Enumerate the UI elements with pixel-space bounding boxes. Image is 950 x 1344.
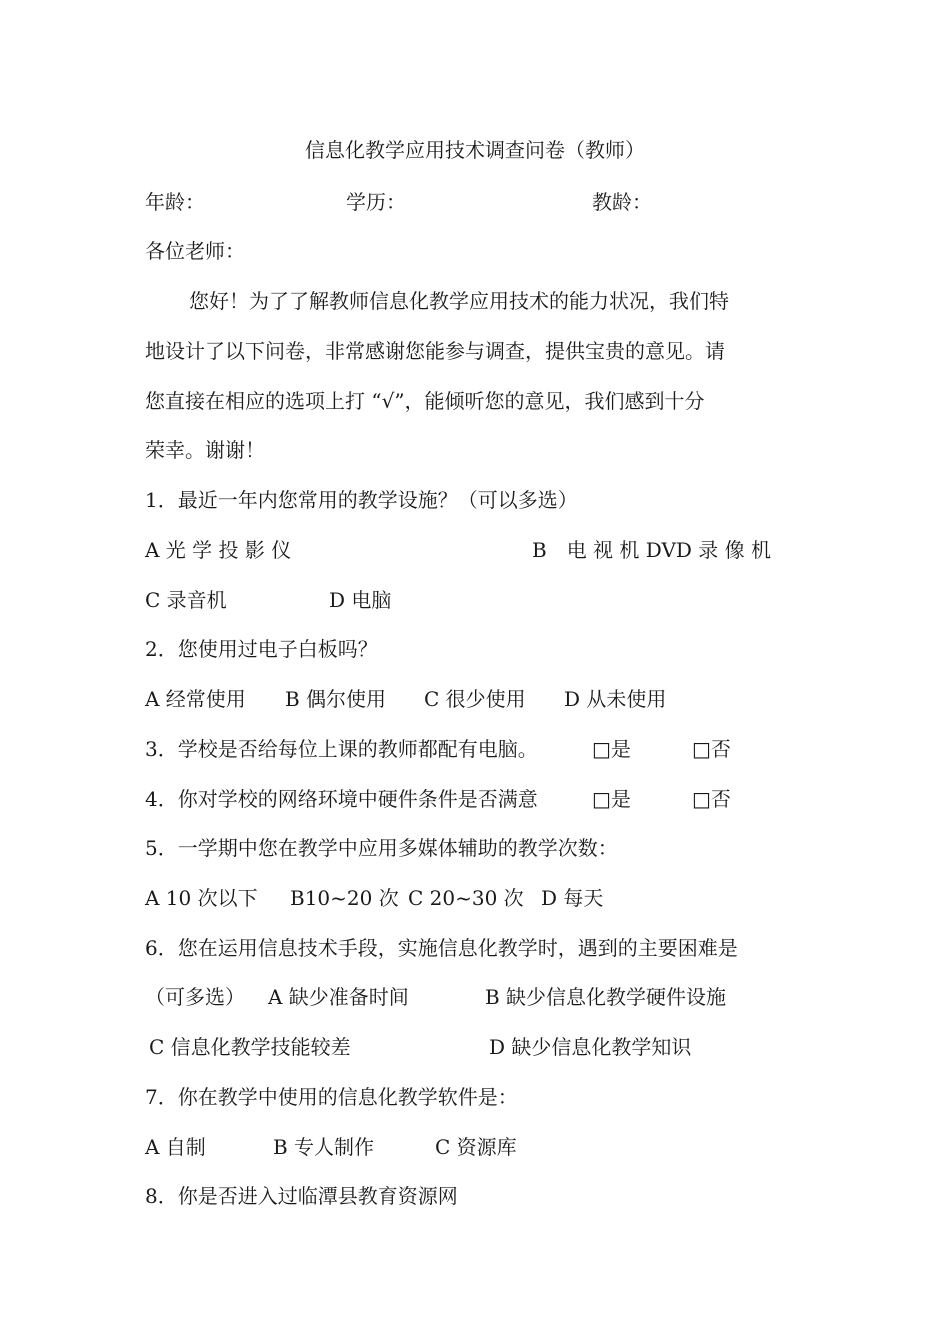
question-6: 6．您在运用信息技术手段，实施信息化教学时，遇到的主要困难是 xyxy=(145,936,738,960)
q2-option-a[interactable]: A 经常使用 xyxy=(145,687,246,711)
q1-option-b[interactable]: B 电 视 机 DVD 录 像 机 xyxy=(532,538,772,562)
q5-option-c[interactable]: C 20~30 次 xyxy=(408,886,524,910)
education-label: 学历： xyxy=(346,190,406,214)
q3-no-checkbox[interactable]: □否 xyxy=(692,737,731,761)
q4-no-checkbox[interactable]: □否 xyxy=(692,787,731,811)
q2-option-d[interactable]: D 从未使用 xyxy=(564,687,667,711)
intro-line-4: 荣幸。谢谢！ xyxy=(145,438,265,462)
q1-option-c[interactable]: C 录音机 xyxy=(145,588,227,612)
q1-option-a[interactable]: A 光 学 投 影 仪 xyxy=(145,538,292,562)
q5-option-b[interactable]: B10~20 次 xyxy=(290,886,399,910)
question-4: 4．你对学校的网络环境中硬件条件是否满意 xyxy=(145,787,538,811)
question-5: 5．一学期中您在教学中应用多媒体辅助的教学次数： xyxy=(145,836,618,860)
intro-line-2: 地设计了以下问卷，非常感谢您能参与调查，提供宝贵的意见。请 xyxy=(145,339,725,363)
q2-option-c[interactable]: C 很少使用 xyxy=(424,687,526,711)
intro-line-3: 您直接在相应的选项上打 “√”，能倾听您的意见，我们感到十分 xyxy=(145,389,705,413)
q7-option-c[interactable]: C 资源库 xyxy=(435,1135,517,1159)
q7-option-a[interactable]: A 自制 xyxy=(145,1135,206,1159)
question-2: 2．您使用过电子白板吗？ xyxy=(145,637,378,661)
q6-option-c[interactable]: C 信息化教学技能较差 xyxy=(149,1035,351,1059)
question-3: 3．学校是否给每位上课的教师都配有电脑。 xyxy=(145,737,538,761)
q1-option-d[interactable]: D 电脑 xyxy=(329,588,392,612)
question-7: 7．你在教学中使用的信息化教学软件是： xyxy=(145,1085,518,1109)
q7-option-b[interactable]: B 专人制作 xyxy=(273,1135,375,1159)
intro-line-1: 您好！为了了解教师信息化教学应用技术的能力状况，我们特 xyxy=(189,289,729,313)
q6-option-d[interactable]: D 缺少信息化教学知识 xyxy=(489,1035,692,1059)
page-title: 信息化教学应用技术调查问卷（教师） xyxy=(305,138,645,162)
question-1: 1．最近一年内您常用的教学设施？（可以多选） xyxy=(145,488,578,512)
q2-option-b[interactable]: B 偶尔使用 xyxy=(285,687,387,711)
q5-option-d[interactable]: D 每天 xyxy=(541,886,604,910)
q6-multi-note: （可多选） xyxy=(145,985,245,1009)
age-label: 年龄： xyxy=(145,190,205,214)
q4-yes-checkbox[interactable]: □是 xyxy=(592,787,631,811)
question-8: 8．你是否进入过临潭县教育资源网 xyxy=(145,1184,458,1208)
q6-option-a[interactable]: A 缺少准备时间 xyxy=(268,985,409,1009)
q3-yes-checkbox[interactable]: □是 xyxy=(592,737,631,761)
greeting: 各位老师： xyxy=(145,239,245,263)
teaching-years-label: 教龄： xyxy=(592,190,652,214)
q5-option-a[interactable]: A 10 次以下 xyxy=(145,886,258,910)
q6-option-b[interactable]: B 缺少信息化教学硬件设施 xyxy=(485,985,727,1009)
